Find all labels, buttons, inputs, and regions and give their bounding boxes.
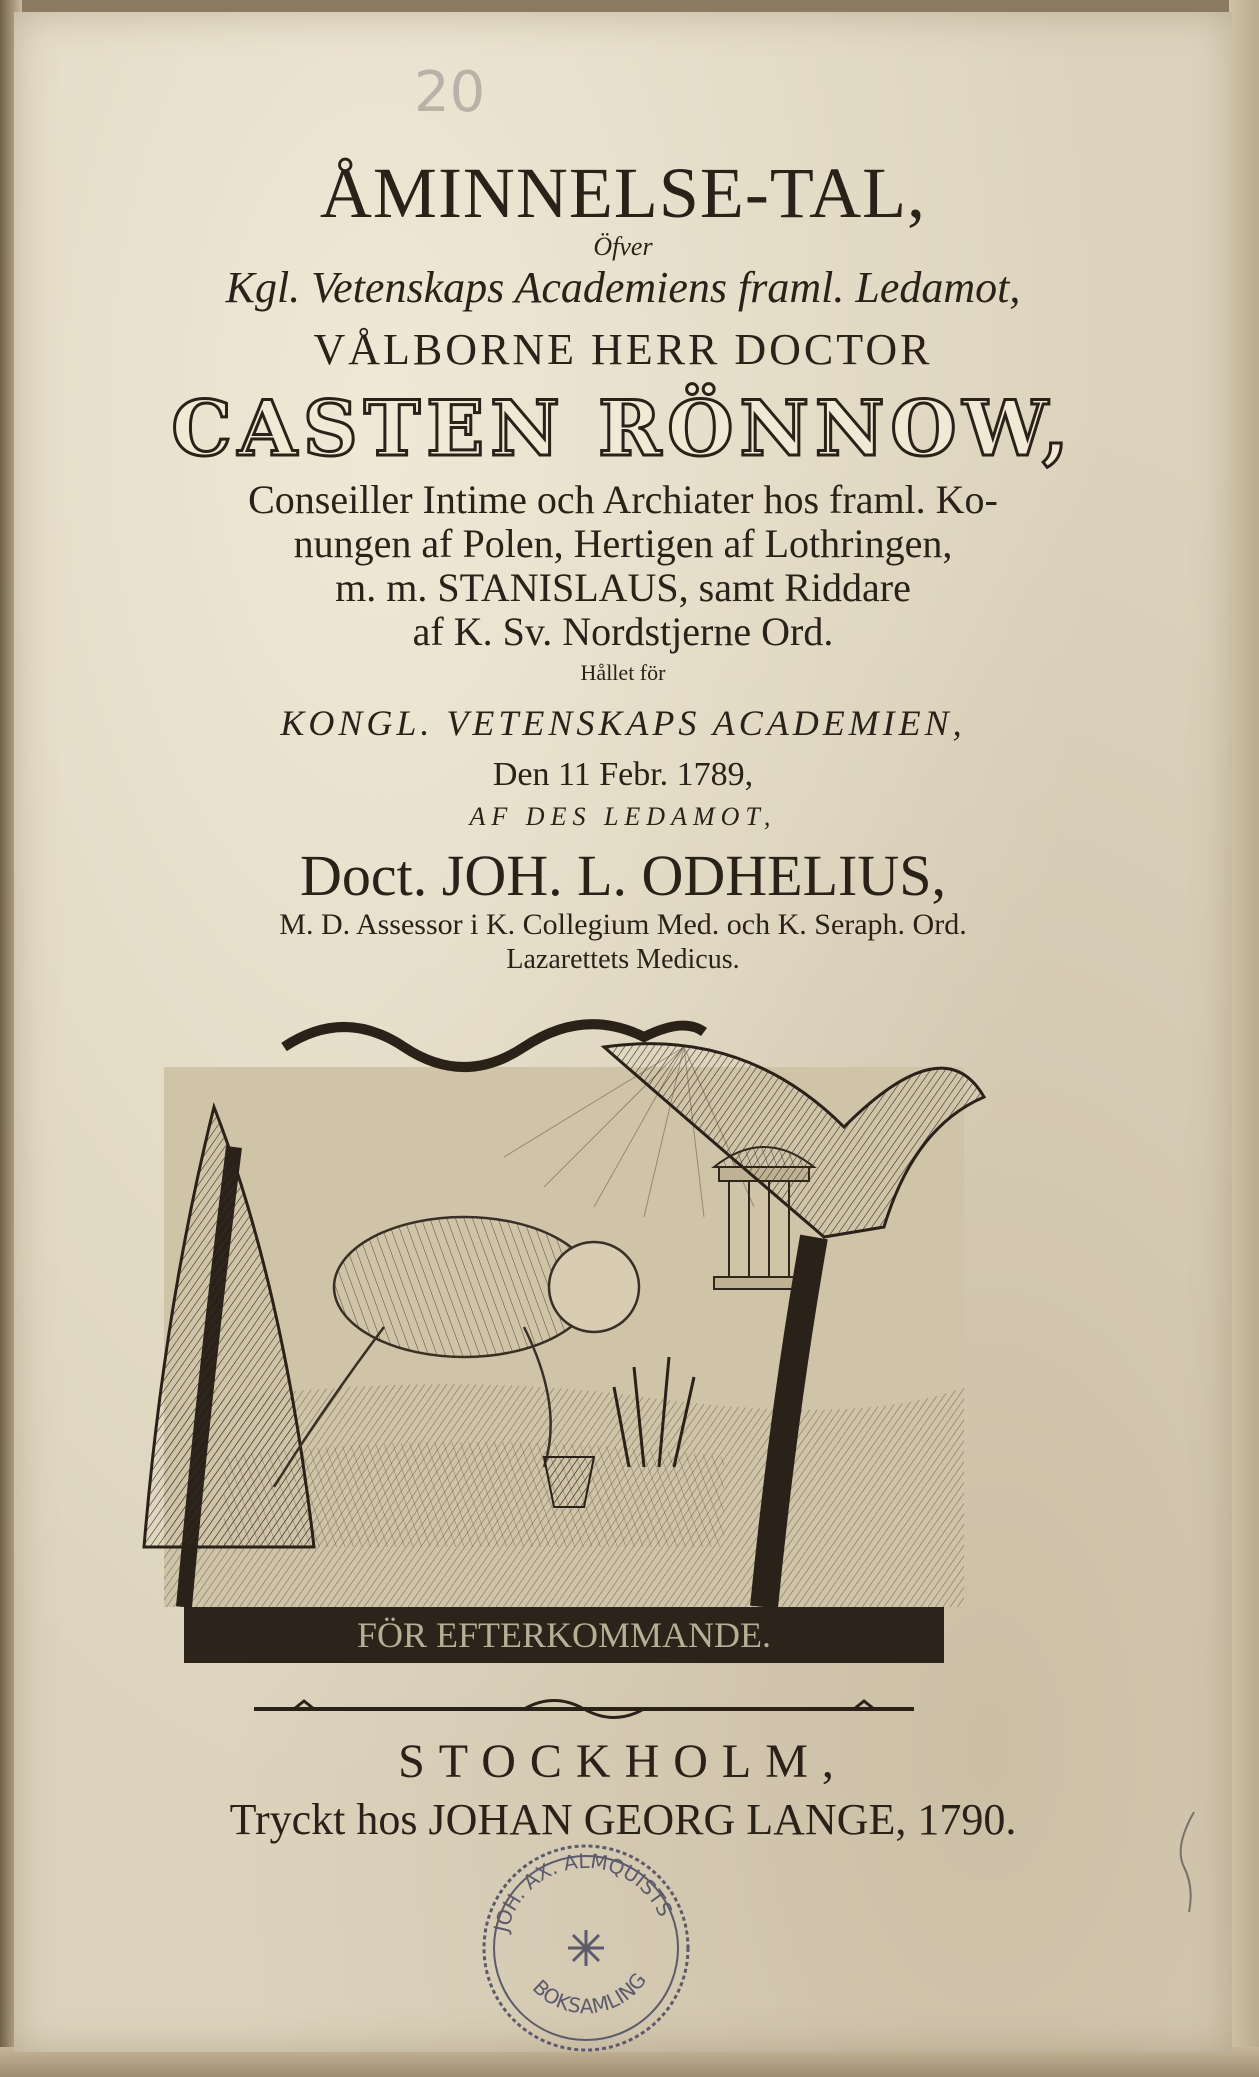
pot-icon bbox=[544, 1457, 594, 1507]
page-edge-right bbox=[1229, 0, 1259, 2077]
imprint-city: STOCKHOLM, bbox=[398, 1735, 848, 1788]
description-line: nungen af Polen, Hertigen af Lothringen, bbox=[293, 521, 953, 566]
author-name: Doct. JOH. L. ODHELIUS, bbox=[300, 843, 946, 908]
subject-name: CASTEN RÖNNOW, bbox=[171, 384, 1075, 473]
description-line: af K. Sv. Nordstjerne Ord. bbox=[412, 609, 834, 654]
ornamental-rule-icon bbox=[254, 1696, 914, 1722]
stamp-text-bottom: BOKSAMLING bbox=[528, 1968, 652, 2019]
author-title-line: Lazarettets Medicus. bbox=[506, 944, 740, 975]
title-page bbox=[14, 12, 1232, 2052]
honorific-line: VÅLBORNE HERR DOCTOR bbox=[313, 325, 933, 374]
academy-line: KONGL. VETENSKAPS ACADEMIEN, bbox=[280, 703, 966, 743]
description-line: m. m. STANISLAUS, samt Riddare bbox=[335, 565, 911, 610]
pencil-mark-icon bbox=[1164, 1807, 1204, 1917]
description-line: Conseiller Intime och Archiater hos framl. Ko- bbox=[248, 477, 998, 522]
pencil-shelfmark: 20 bbox=[414, 60, 486, 125]
academy-member-line: Kgl. Vetenskaps Academiens framl. Ledamot, bbox=[225, 263, 1021, 312]
imprint-printer: Tryckt hos JOHAN GEORG LANGE, 1790. bbox=[229, 1795, 1017, 1844]
hallet-for-line: Hållet för bbox=[580, 660, 666, 685]
stamp-text-top: JOH. AX. ALMQUISTS bbox=[488, 1848, 678, 1935]
heading: ÅMINNELSE-TAL, bbox=[319, 153, 927, 233]
library-stamp bbox=[476, 1838, 696, 2058]
date-line: Den 11 Febr. 1789, bbox=[492, 756, 754, 793]
ofver-line: Öfver bbox=[593, 232, 653, 261]
star-ornament-icon bbox=[568, 1930, 604, 1966]
motto-text: FÖR EFTERKOMMANDE. bbox=[356, 1615, 772, 1655]
by-member-line: AF DES LEDAMOT, bbox=[469, 802, 777, 831]
engraved-vignette bbox=[124, 987, 1004, 1687]
author-title-line: M. D. Assessor i K. Collegium Med. och K. Seraph. Ord. bbox=[279, 908, 967, 941]
